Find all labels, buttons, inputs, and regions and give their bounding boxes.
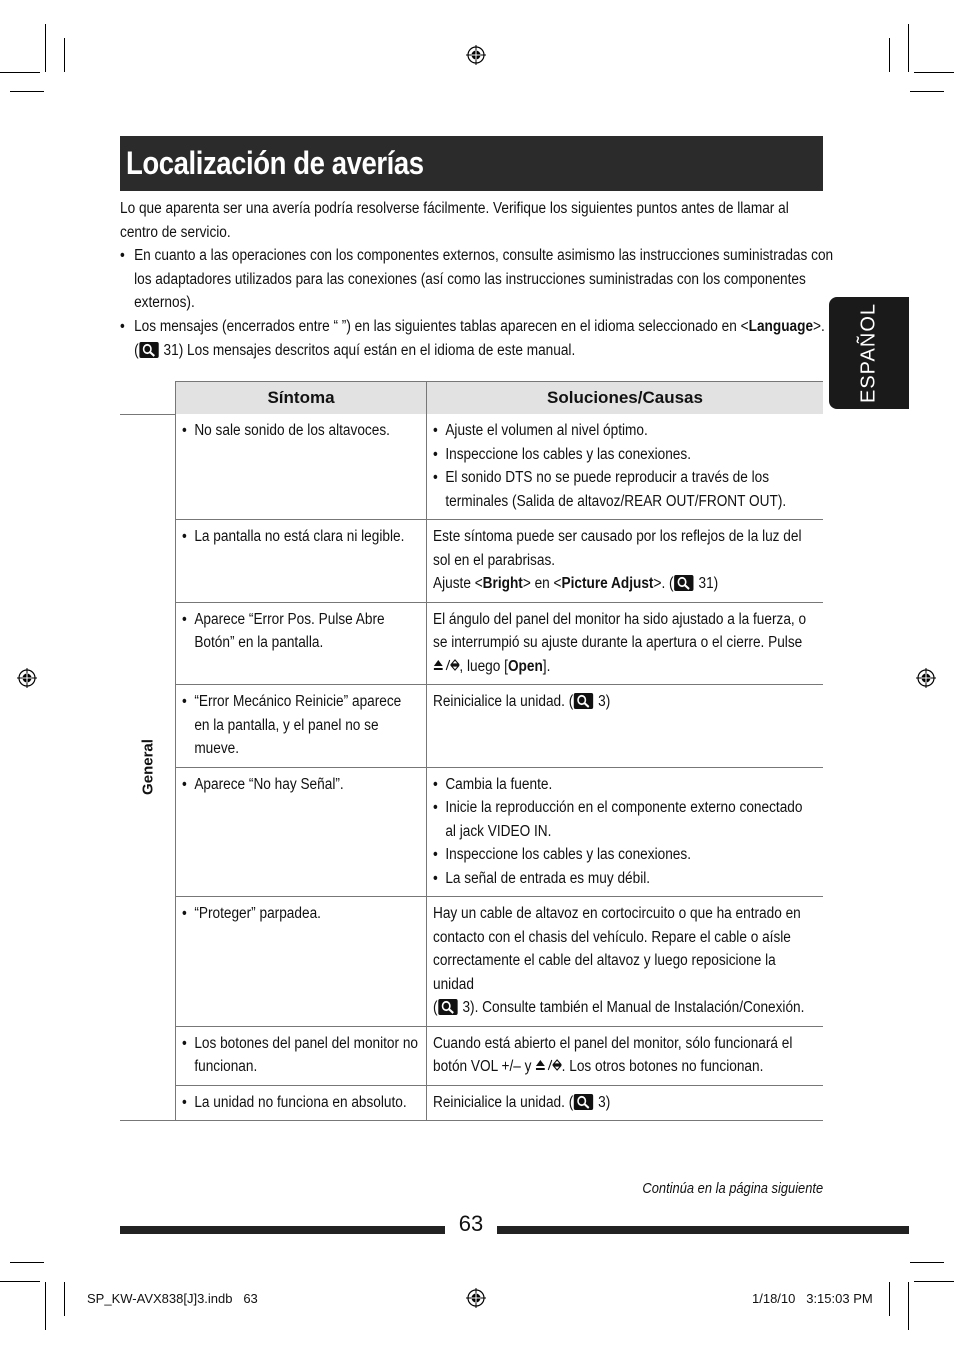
title-bar (120, 136, 823, 191)
table-row (120, 1085, 823, 1121)
solution-item: • Cambia la fuente. (433, 773, 815, 797)
symptom-cell (176, 1026, 427, 1085)
solution-text: El ángulo del panel del monitor ha sido ajustado a la fuerza, o se interrumpió su ajuste durante la apertura o el cierre. Pulse (433, 610, 807, 651)
solution-item: • Inspeccione los cables y las conexiones. (433, 443, 815, 467)
solution-text: . Los otros botones no funcionan. (561, 1058, 764, 1075)
symptom-cell (176, 520, 427, 603)
category-header (120, 382, 176, 415)
solution-cell (427, 414, 824, 520)
symptom-text: • Aparece “Error Pos. Pulse Abre Botón” en la pantalla. (182, 608, 419, 655)
reference-magnifier-icon (438, 999, 457, 1015)
solution-text: Cuando está abierto el panel del monitor, sólo funcionará el botón VOL +/– y (433, 1034, 793, 1075)
symptom-cell (176, 414, 427, 520)
crop-mark (908, 24, 909, 72)
solution-text: ]. (542, 657, 551, 675)
symptom-text: • “Proteger” parpadea. (182, 902, 419, 926)
language-setting: Language (748, 318, 814, 335)
solution-item: • La señal de entrada es muy débil. (433, 867, 815, 891)
crop-mark (64, 38, 65, 72)
intro-block (120, 197, 823, 244)
crop-mark (910, 91, 944, 92)
bullet-icon: • (120, 247, 125, 264)
open-key: Open (507, 657, 543, 675)
crop-mark (889, 1282, 890, 1316)
solution-item: • Ajuste el volumen al nivel óptimo. (433, 419, 815, 443)
note-bullet-1-text: En cuanto a las operaciones con los componentes externos, consulte asimismo las instrucciones suministradas con los adaptadores utilizados para las conexiones (así como las instrucciones suministradas con los componentes externos). (134, 247, 834, 311)
table-row (120, 685, 823, 768)
solution-text: >. ( (653, 575, 674, 592)
reference-magnifier-icon (140, 342, 159, 358)
note-bullet-2-ref: 31) Los mensajes descritos aquí están en el idioma de este manual. (163, 341, 576, 359)
eject-angle-icon (535, 1058, 561, 1072)
note-bullet-1 (120, 244, 834, 315)
registration-mark-icon (17, 668, 37, 688)
crop-mark (45, 1282, 46, 1330)
page-bar-right (497, 1226, 909, 1234)
page-bar-left (120, 1226, 445, 1234)
symptom-text: • Los botones del panel del monitor no funcionan. (182, 1032, 419, 1079)
symptom-text: • No sale sonido de los altavoces. (182, 419, 419, 443)
eject-angle-icon (433, 658, 459, 672)
registration-mark-icon (466, 45, 486, 65)
continue-note (560, 1180, 823, 1197)
symptom-cell (176, 602, 427, 685)
language-tab (829, 297, 909, 409)
picture-adjust-setting: Picture Adjust (561, 575, 654, 592)
symptom-cell (176, 685, 427, 768)
solution-cell (427, 685, 824, 768)
symptom-text: • “Error Mecánico Reinicie” aparece en la pantalla, y el panel no se mueve. (182, 690, 419, 761)
crop-mark (45, 24, 46, 72)
symptom-header: Síntoma (176, 382, 427, 415)
registration-mark-icon (916, 668, 936, 688)
table-row (120, 520, 823, 603)
category-label: General (138, 739, 156, 796)
solution-header: Soluciones/Causas (427, 382, 824, 415)
reference-magnifier-icon (674, 575, 693, 591)
solution-text: > en < (522, 575, 562, 592)
symptom-text: • La unidad no funciona en absoluto. (182, 1091, 419, 1115)
solution-text: , luego [ (459, 657, 508, 675)
crop-mark (10, 1262, 44, 1263)
crop-mark (908, 1282, 909, 1330)
page-title: Localización de averías (126, 145, 424, 181)
crop-mark (910, 1262, 944, 1263)
reference-page: 3) (598, 1093, 611, 1111)
continue-note-text: Continúa en la página siguiente (642, 1180, 823, 1197)
note-bullet-2 (120, 315, 823, 362)
crop-mark (889, 38, 890, 72)
footer-timestamp: 1/18/10 3:15:03 PM (752, 1291, 873, 1306)
page-number: 63 (458, 1211, 484, 1236)
symptom-text: • La pantalla no está clara ni legible. (182, 525, 419, 549)
solution-cell (427, 1085, 824, 1121)
footer-file-info: SP_KW-AVX838[J]3.indb 63 (87, 1291, 258, 1306)
language-tab-label: ESPAÑOL (857, 303, 880, 403)
reference-magnifier-icon (574, 693, 593, 709)
table-row (120, 602, 823, 685)
crop-mark (914, 72, 954, 73)
table-row (120, 414, 823, 520)
crop-mark (0, 72, 40, 73)
troubleshooting-table (120, 381, 823, 1121)
solution-cell (427, 1026, 824, 1085)
table-row (120, 897, 823, 1027)
ref-open: ( (134, 341, 139, 359)
solution-item: • Inicie la reproducción en el componente externo conectado al jack VIDEO IN. (433, 796, 815, 843)
category-cell (120, 414, 176, 1121)
crop-mark (64, 1282, 65, 1316)
reference-page: 3) (598, 693, 611, 710)
table-row (120, 1026, 823, 1085)
solution-text: Reinicialice la unidad. ( (433, 693, 574, 710)
bright-setting: Bright (482, 575, 523, 592)
note-bullet-2-pre: Los mensajes (encerrados entre “ ”) en las siguientes tablas aparecen en el idioma seleccionado en < (134, 318, 749, 335)
solution-text: Ajuste < (433, 575, 483, 592)
crop-mark (0, 1281, 40, 1282)
solution-text: Hay un cable de altavoz en cortocircuito o que ha entrado en contacto con el chasis del vehículo. Repare el cable o aísle correctamente el cable del altavoz y luego reposicione la unidad (433, 905, 801, 993)
symptom-text: • Aparece “No hay Señal”. (182, 773, 419, 797)
solution-cell (427, 602, 824, 685)
registration-mark-icon (466, 1288, 486, 1308)
symptom-cell (176, 767, 427, 897)
crop-mark (914, 1281, 954, 1282)
solution-text: ( (433, 999, 438, 1016)
intro-line-1: Lo que aparenta ser una avería podría resolverse fácilmente. Verifique los siguientes puntos antes de llamar al centro de servicio. (120, 200, 789, 241)
solution-item: • El sonido DTS no se puede reproducir a través de los terminales (Salida de altavoz/REAR OUT/FRONT OUT). (433, 466, 815, 513)
crop-mark (10, 91, 44, 92)
table-row (120, 767, 823, 897)
solution-cell (427, 767, 824, 897)
symptom-cell (176, 1085, 427, 1121)
reference-magnifier-icon (574, 1094, 593, 1110)
note-bullet-2-post: >. (813, 318, 825, 335)
symptom-cell (176, 897, 427, 1027)
solution-cell (427, 897, 824, 1027)
solution-text: Reinicialice la unidad. ( (433, 1093, 574, 1111)
solution-text: 3). Consulte también el Manual de Instalación/Conexión. (462, 999, 805, 1016)
solution-cell (427, 520, 824, 603)
solution-item: • Inspeccione los cables y las conexiones. (433, 843, 815, 867)
solution-text: Este síntoma puede ser causado por los reflejos de la luz del sol en el parabrisas. (433, 528, 802, 569)
bullet-icon: • (120, 318, 125, 335)
reference-page: 31) (698, 575, 719, 592)
